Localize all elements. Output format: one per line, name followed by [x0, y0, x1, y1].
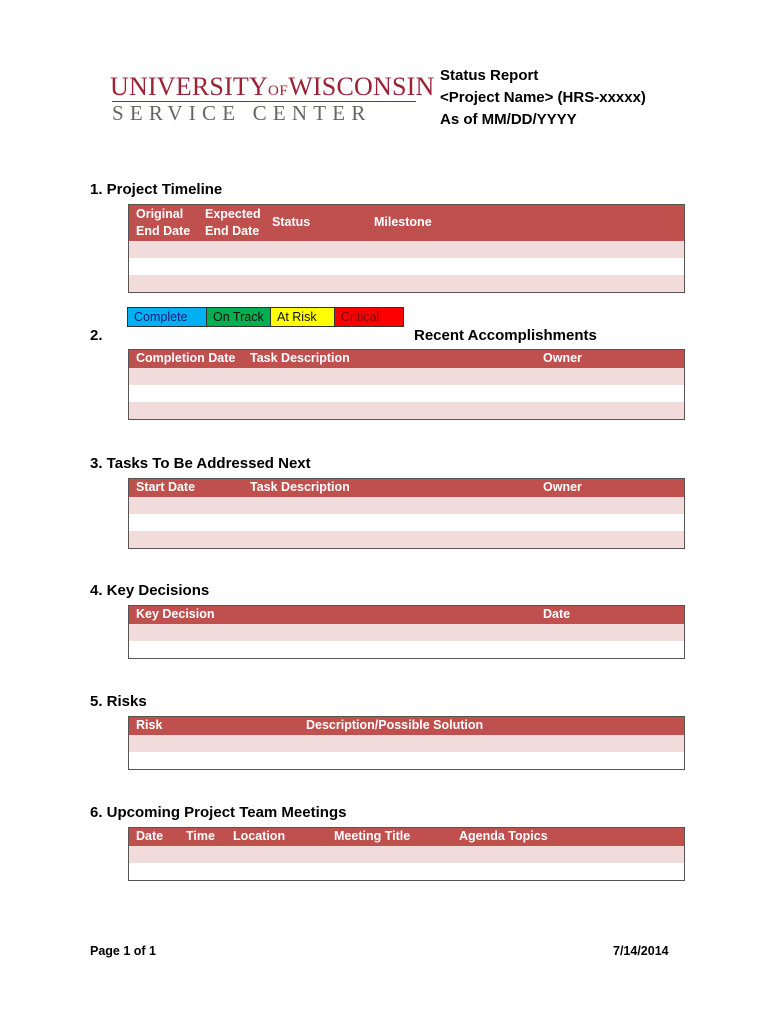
col-task-description: Task Description — [250, 351, 350, 365]
table-row — [129, 258, 684, 275]
legend-on-track: On Track — [207, 308, 271, 326]
table-row — [129, 531, 684, 548]
col-expected-line2: End Date — [205, 224, 260, 238]
col-completion-date: Completion Date — [136, 351, 236, 365]
project-name: <Project Name> (HRS-xxxxx) — [440, 89, 646, 106]
section-4-title: 4. Key Decisions — [90, 582, 210, 599]
col-task-description: Task Description — [250, 480, 350, 494]
table-row — [129, 402, 684, 419]
table-row — [129, 624, 684, 641]
table-header — [129, 479, 684, 497]
section-1-title: 1. Project Timeline — [90, 181, 223, 198]
logo-wisconsin: WISCONSIN — [288, 72, 435, 101]
key-decisions-table — [128, 605, 685, 659]
table-row — [129, 641, 684, 658]
col-original-line2: End Date — [136, 224, 191, 238]
col-date: Date — [136, 829, 164, 843]
table-row — [129, 846, 684, 863]
table-row — [129, 385, 684, 402]
project-timeline-table — [128, 204, 685, 293]
table-row — [129, 241, 684, 258]
table-header — [129, 828, 684, 846]
university-logo — [110, 68, 435, 128]
section-2-number: 2. — [90, 327, 103, 344]
col-location: Location — [233, 829, 286, 843]
recent-accomplishments-table — [128, 349, 685, 420]
section-6-title: 6. Upcoming Project Team Meetings — [90, 804, 347, 821]
col-owner: Owner — [543, 351, 582, 365]
legend-complete: Complete — [128, 308, 207, 326]
footer-date: 7/14/2014 — [613, 944, 669, 958]
col-original-line1: Original — [136, 207, 184, 221]
table-row — [129, 752, 684, 769]
tasks-next-table — [128, 478, 685, 549]
table-row — [129, 735, 684, 752]
table-row — [129, 863, 684, 880]
col-key-decision: Key Decision — [136, 607, 215, 621]
col-status: Status — [272, 215, 311, 229]
risks-table — [128, 716, 685, 770]
col-agenda-topics: Agenda Topics — [459, 829, 548, 843]
table-header — [129, 350, 684, 368]
col-meeting-title: Meeting Title — [334, 829, 411, 843]
table-header — [129, 205, 684, 241]
report-title: Status Report — [440, 67, 539, 84]
status-legend — [127, 307, 404, 327]
as-of-date: As of MM/DD/YYYY — [440, 111, 577, 128]
section-3-title: 3. Tasks To Be Addressed Next — [90, 455, 311, 472]
col-owner: Owner — [543, 480, 582, 494]
legend-at-risk: At Risk — [271, 308, 335, 326]
col-start-date: Start Date — [136, 480, 196, 494]
table-row — [129, 514, 684, 531]
col-time: Time — [186, 829, 215, 843]
logo-university: UNIVERSITY — [110, 72, 268, 101]
table-row — [129, 368, 684, 385]
col-expected-line1: Expected — [205, 207, 261, 221]
logo-wordmark — [110, 72, 435, 102]
col-description: Description/Possible Solution — [306, 718, 484, 732]
table-header — [129, 606, 684, 624]
section-2-title: Recent Accomplishments — [414, 327, 597, 344]
table-header — [129, 717, 684, 735]
col-date: Date — [543, 607, 571, 621]
page-number: Page 1 of 1 — [90, 944, 156, 958]
logo-of: OF — [268, 83, 289, 99]
legend-critical: Critical — [335, 308, 403, 326]
col-milestone: Milestone — [374, 215, 432, 229]
upcoming-meetings-table — [128, 827, 685, 881]
table-row — [129, 497, 684, 514]
table-row — [129, 275, 684, 292]
logo-service-center: SERVICE CENTER — [112, 101, 372, 125]
col-risk: Risk — [136, 718, 163, 732]
section-5-title: 5. Risks — [90, 693, 147, 710]
